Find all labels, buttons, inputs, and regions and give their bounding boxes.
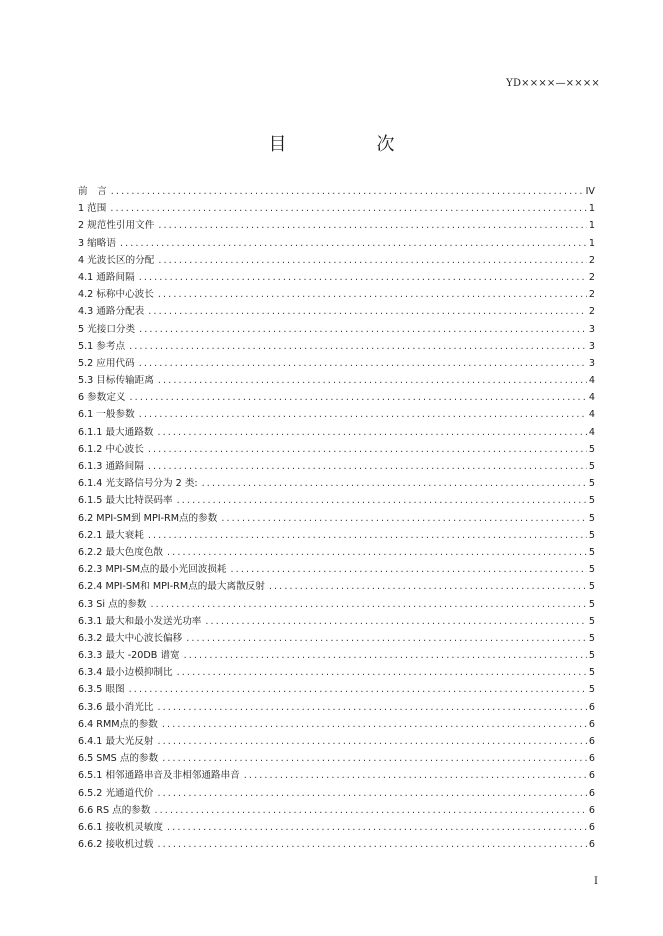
toc-dot-leader [157,836,586,853]
toc-entry-label: 1 范围 [78,203,107,215]
toc-entry[interactable] [78,716,595,733]
page-number: I [594,876,598,887]
toc-dot-leader [148,458,587,475]
toc-entry[interactable] [78,596,595,613]
toc-dot-leader [129,338,587,355]
toc-entry[interactable] [78,406,595,423]
toc-entry-page: 5 [588,546,595,558]
toc-entry-page: 5 [588,667,595,679]
toc-entry[interactable] [78,578,595,595]
toc-entry-label: 6.2.4 MPI-SM和 MPI-RM点的最大离散反射 [78,581,265,593]
toc-entry-label: 6.2.3 MPI-SM点的最小光回波损耗 [78,564,227,576]
page-title: 目 次 [268,134,431,155]
toc-entry-page: 6 [588,821,595,833]
toc-entry[interactable] [78,475,595,492]
toc-entry[interactable] [78,699,595,716]
toc-entry-label: 6.5 SMS 点的参数 [78,753,159,765]
toc-entry-page: 2 [588,306,595,318]
toc-entry-label: 6.5.2 光通道代价 [78,787,154,799]
toc-entry[interactable] [78,252,595,269]
toc-entry[interactable] [78,492,595,509]
toc-entry[interactable] [78,200,595,217]
toc-entry-page: 5 [588,495,595,507]
toc-dot-leader [167,544,587,561]
toc-dot-leader [111,183,584,200]
document-code: YD××××—×××× [506,78,600,89]
toc-entry-page: 5 [588,650,595,662]
toc-entry[interactable] [78,733,595,750]
toc-entry-page: 3 [588,357,595,369]
toc-dot-leader [158,286,587,303]
toc-entry-label: 4.3 通路分配表 [78,306,145,318]
toc-entry[interactable] [78,355,595,372]
toc-dot-leader [269,578,587,595]
toc-entry-label: 6.3.4 最小边模抑制比 [78,667,173,679]
toc-entry-label: 5 光接口分类 [78,323,136,335]
toc-entry[interactable] [78,321,595,338]
toc-entry-page: 5 [588,632,595,644]
toc-entry-label: 6.4 RMM点的参数 [78,718,158,730]
toc-entry-page: 3 [588,323,595,335]
toc-dot-leader [157,699,586,716]
toc-entry-page: 5 [588,529,595,541]
table-of-contents [78,183,595,853]
toc-entry-label: 4.1 通路间隔 [78,271,135,283]
toc-dot-leader [157,733,586,750]
toc-dot-leader [158,372,587,389]
toc-dot-leader [177,492,587,509]
toc-dot-leader [162,716,587,733]
toc-entry[interactable] [78,544,595,561]
toc-dot-leader [221,510,587,527]
toc-dot-leader [167,819,587,836]
toc-entry[interactable] [78,389,595,406]
toc-entry-page: 4 [588,409,595,421]
toc-entry-page: 1 [588,237,595,249]
toc-entry-page: 4 [588,426,595,438]
toc-entry-page: 5 [588,443,595,455]
toc-entry-page: 5 [588,564,595,576]
toc-entry-page: 4 [588,375,595,387]
toc-entry[interactable] [78,630,595,647]
toc-entry-page: 4 [588,392,595,404]
toc-entry-page: 6 [588,718,595,730]
toc-entry-label: 4.2 标称中心波长 [78,289,154,301]
toc-entry-label: 4 光波长区的分配 [78,254,155,266]
toc-entry[interactable] [78,802,595,819]
toc-entry[interactable] [78,785,595,802]
toc-entry-page: 5 [588,478,595,490]
toc-dot-leader [231,561,587,578]
toc-entry-label: 6.2.1 最大衰耗 [78,529,144,541]
toc-entry-label: 6.3 Si 点的参数 [78,598,147,610]
toc-entry-label: 6.3.2 最大中心波长偏移 [78,632,183,644]
toc-dot-leader [110,200,587,217]
toc-entry-page: 3 [588,340,595,352]
toc-entry[interactable] [78,441,595,458]
toc-entry-page: 5 [588,615,595,627]
toc-entry-page: 5 [588,598,595,610]
toc-entry-label: 5.1 参考点 [78,340,126,352]
toc-dot-leader [148,527,587,544]
toc-dot-leader [157,785,586,802]
toc-entry-page: 6 [588,839,595,851]
toc-entry-page: 5 [588,512,595,524]
toc-entry-page: 6 [588,701,595,713]
toc-dot-leader [177,664,587,681]
toc-entry-label: 前 言 [78,186,107,197]
toc-entry[interactable] [78,235,595,252]
toc-entry[interactable] [78,647,595,664]
toc-entry-label: 3 缩略语 [78,237,116,249]
toc-entry-page: 6 [588,753,595,765]
toc-entry-label: 6.3.5 眼图 [78,684,125,696]
toc-entry-page: IV [585,186,595,197]
toc-entry-label: 6.3.3 最大 -20DB 谱宽 [78,650,180,662]
toc-entry[interactable] [78,372,595,389]
toc-entry-label: 6.6.1 接收机灵敏度 [78,821,164,833]
toc-entry-label: 6.3.6 最小消光比 [78,701,154,713]
toc-entry-label: 6.1.2 中心波长 [78,443,144,455]
toc-entry[interactable] [78,286,595,303]
toc-dot-leader [205,613,586,630]
toc-entry-label: 6.6 RS 点的参数 [78,804,151,816]
toc-dot-leader [244,767,587,784]
toc-entry[interactable] [78,458,595,475]
toc-entry[interactable] [78,836,595,853]
toc-entry-page: 2 [588,289,595,301]
toc-dot-leader [120,235,587,252]
toc-entry[interactable] [78,303,595,320]
toc-entry-label: 6.3.1 最大和最小发送光功率 [78,615,202,627]
toc-entry-page: 1 [588,203,595,215]
toc-entry[interactable] [78,750,595,767]
toc-entry[interactable] [78,269,595,286]
toc-entry[interactable] [78,183,595,200]
toc-entry-page: 6 [588,804,595,816]
toc-entry[interactable] [78,613,595,630]
toc-dot-leader [129,681,587,698]
toc-entry[interactable] [78,819,595,836]
toc-entry-label: 6 参数定义 [78,392,126,404]
toc-dot-leader [130,389,587,406]
toc-dot-leader [148,303,587,320]
toc-dot-leader [139,406,587,423]
toc-dot-leader [151,596,587,613]
toc-entry-label: 5.3 目标传输距离 [78,375,154,387]
toc-entry-page: 6 [588,787,595,799]
toc-entry-page: 5 [588,581,595,593]
toc-entry-label: 6.1.3 通路间隔 [78,461,144,472]
toc-dot-leader [158,252,587,269]
toc-dot-leader [202,475,587,492]
toc-entry-page: 6 [588,736,595,747]
toc-entry-label: 5.2 应用代码 [78,357,135,369]
toc-entry-label: 6.1.4 光支路信号分为 2 类: [78,478,198,490]
toc-entry-label: 6.6.2 接收机过载 [78,839,154,851]
toc-entry-page: 1 [588,220,595,232]
toc-entry[interactable] [78,561,595,578]
toc-entry-label: 6.1.1 最大通路数 [78,426,154,438]
toc-entry-page: 5 [588,461,595,472]
toc-dot-leader [139,269,587,286]
toc-entry-label: 6.4.1 最大光反射 [78,736,154,747]
toc-entry[interactable] [78,424,595,441]
toc-dot-leader [158,217,587,234]
toc-dot-leader [139,355,587,372]
toc-entry-page: 2 [588,254,595,266]
toc-entry-label: 6.1 一般参数 [78,409,135,421]
toc-entry-label: 2 规范性引用文件 [78,220,155,232]
toc-entry[interactable] [78,527,595,544]
toc-entry-page: 2 [588,271,595,283]
toc-entry-label: 6.5.1 相邻通路串音及非相邻通路串音 [78,770,240,782]
toc-dot-leader [157,424,586,441]
toc-dot-leader [155,802,587,819]
toc-entry[interactable] [78,510,595,527]
toc-entry-page: 5 [588,684,595,696]
toc-entry[interactable] [78,338,595,355]
toc-dot-leader [139,321,587,338]
toc-entry-label: 6.2 MPI-SM到 MPI-RM点的参数 [78,512,218,524]
toc-entry[interactable] [78,767,595,784]
toc-dot-leader [186,630,587,647]
toc-entry[interactable] [78,681,595,698]
toc-entry-label: 6.2.2 最大色度色散 [78,546,164,558]
toc-entry-page: 6 [588,770,595,782]
toc-dot-leader [184,647,587,664]
toc-entry-label: 6.1.5 最大比特误码率 [78,495,173,507]
toc-entry[interactable] [78,664,595,681]
toc-entry[interactable] [78,217,595,234]
toc-dot-leader [162,750,587,767]
toc-dot-leader [148,441,587,458]
